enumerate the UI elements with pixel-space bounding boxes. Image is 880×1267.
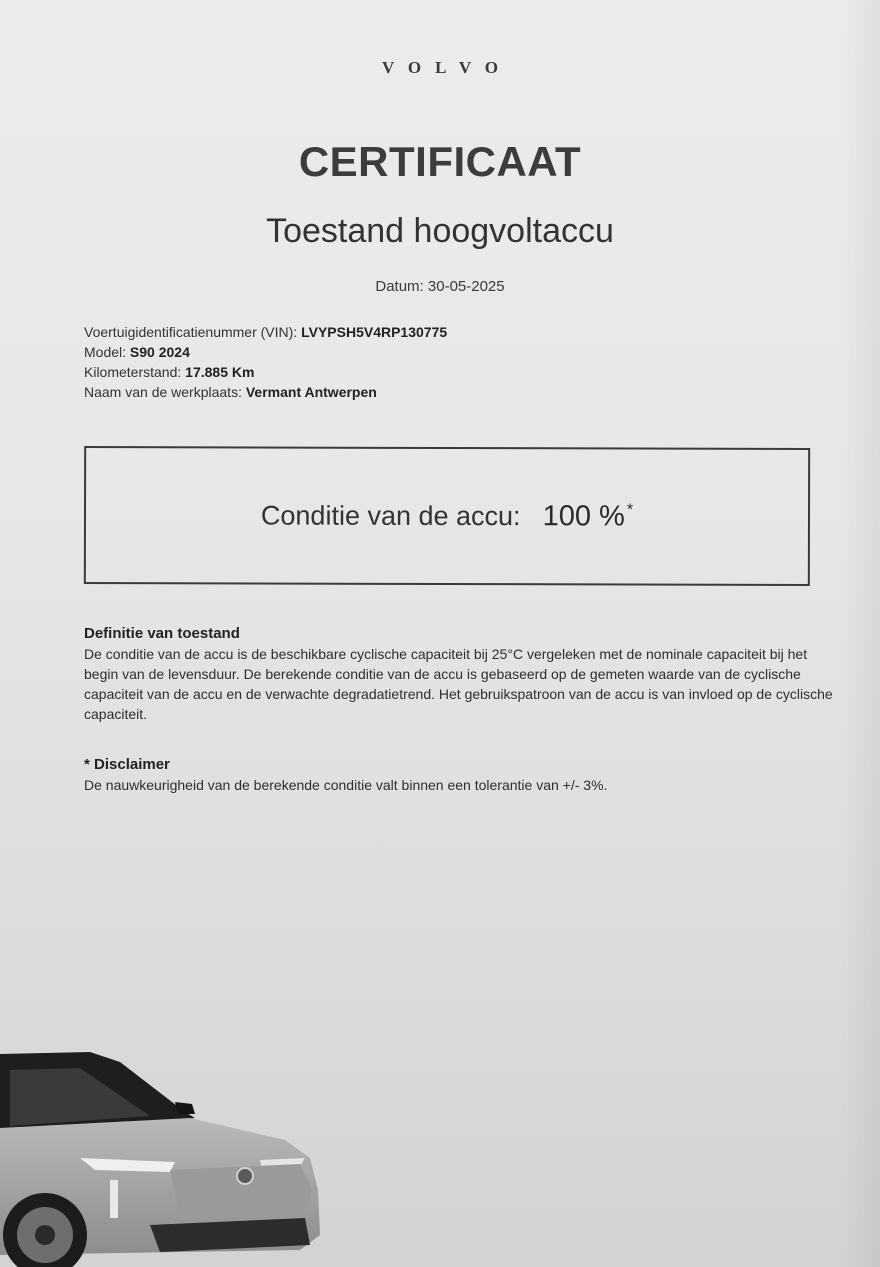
battery-condition-box [84,446,810,586]
certificate-title: CERTIFICAAT [298,138,582,185]
car-photo-icon [0,1040,340,1267]
condition-footnote-marker: * [626,501,634,519]
vin-value: LVYPSH5V4RP130775 [301,324,448,340]
certificate-date: Datum: 30-05-2025 [375,278,505,295]
condition-percent: 100 % [542,499,625,532]
vin-row [84,322,447,342]
disclaimer-text: De nauwkeurigheid van de berekende conditie valt binnen een tolerantie van +/- 3%. [84,777,608,793]
condition-value [543,500,634,533]
mileage-row [84,362,447,382]
workshop-row [84,382,447,402]
brand-logo: VOLVO [381,58,513,77]
page-shadow [840,0,880,1267]
definition-text: De conditie van de accu is de beschikbare cyclische capaciteit bij 25°C vergeleken met de nominale capaciteit bij het begin van de levensduur. De berekende conditie van de accu is gebaseerd op de gemeten waarde van de cyclische capaciteit van de accu en de verwachte degradatietrend. Het gebruikspatroon van de accu is van invloed op de cyclische capaciteit. [84,646,833,722]
disclaimer-section [84,755,844,795]
vehicle-info [84,322,447,402]
definition-section [84,624,844,724]
disclaimer-heading: * Disclaimer [84,756,170,773]
model-value: S90 2024 [129,344,190,360]
model-row [84,342,447,362]
vin-label: Voertuigidentificatienummer (VIN): [84,324,298,340]
workshop-value: Vermant Antwerpen [245,384,377,400]
model-label: Model: [84,344,127,360]
mileage-label: Kilometerstand: [84,364,182,380]
definition-heading: Definitie van toestand [84,625,240,642]
condition-label: Conditie van de accu: [260,500,521,531]
mileage-value: 17.885 Km [185,364,255,380]
certificate-subtitle: Toestand hoogvoltaccu [266,212,614,250]
workshop-label: Naam van de werkplaats: [84,384,242,400]
